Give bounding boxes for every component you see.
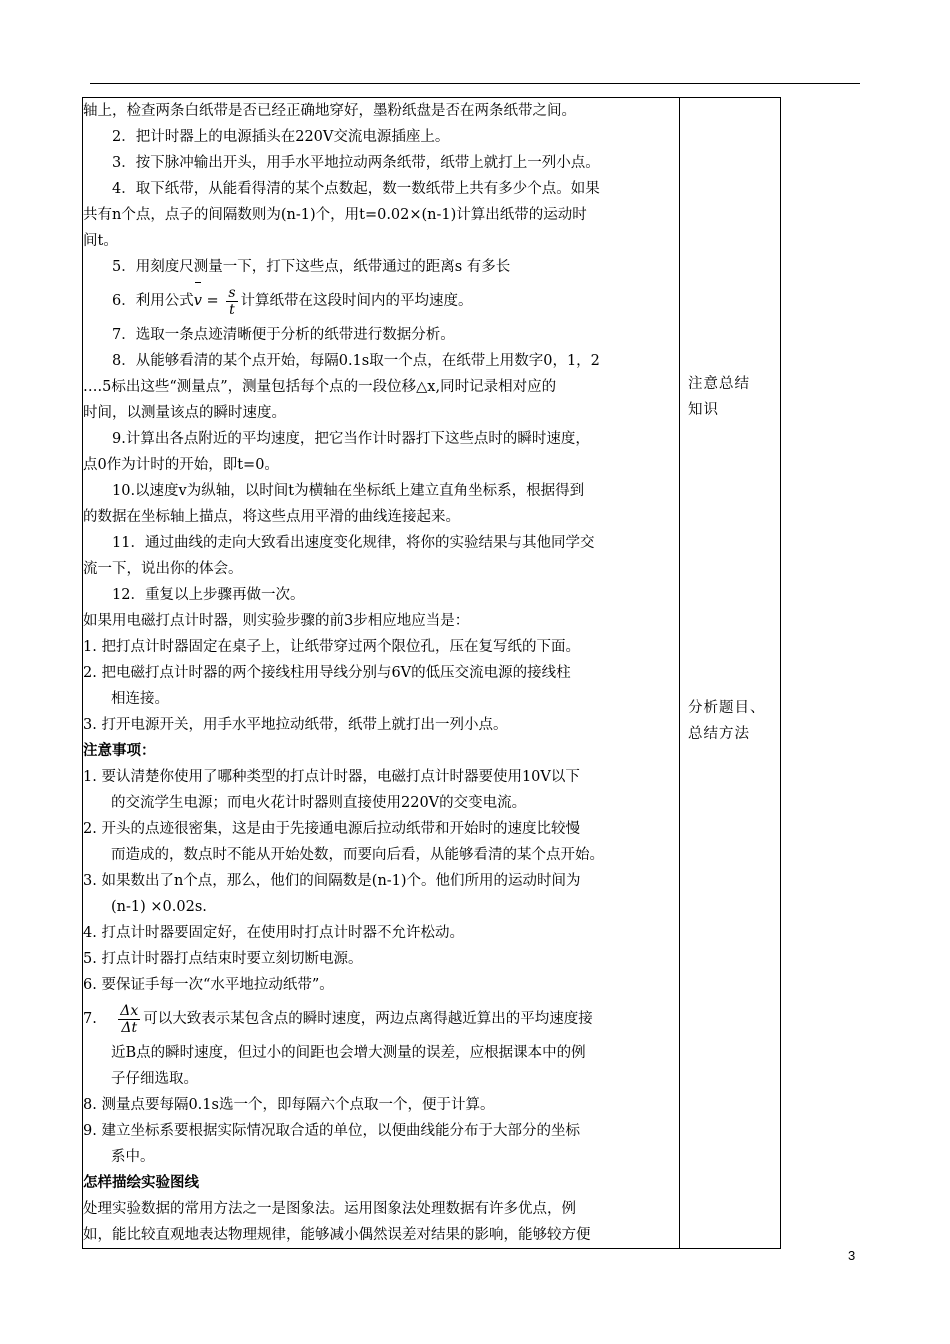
fraction-denominator: t bbox=[229, 301, 235, 318]
text-line: 怎样描绘实验图线 bbox=[83, 1175, 199, 1191]
text-line: 2. 开头的点迹很密集，这是由于先接通电源后拉动纸带和开始时的速度比较慢 bbox=[83, 821, 580, 837]
text-line: 11．通过曲线的走向大致看出速度变化规律，将你的实验结果与其他同学交 bbox=[112, 535, 595, 551]
formula2-suffix: 可以大致表示某包含点的瞬时速度，两边点离得越近算出的平均速度接 bbox=[143, 1011, 593, 1027]
text-line: 8. 测量点要每隔0.1s选一个，即每隔六个点取一个，便于计算。 bbox=[83, 1097, 495, 1113]
formula-suffix: 计算纸带在这段时间内的平均速度。 bbox=[240, 293, 473, 309]
text-line: 而造成的，数点时不能从开始处数，而要向后看，从能够看清的某个点开始。 bbox=[111, 847, 604, 863]
main-text-cell bbox=[83, 98, 680, 1249]
text-line: 4. 打点计时器要固定好，在使用时打点计时器不允许松动。 bbox=[83, 925, 464, 941]
formula-prefix: 6．利用公式 bbox=[112, 293, 194, 309]
text-line: 6. 要保证手每一次“水平地拉动纸带”。 bbox=[83, 977, 334, 993]
v-bar-symbol: v bbox=[194, 280, 202, 322]
text-line: 4．取下纸带，从能看得清的某个点数起，数一数纸带上共有多少个点。如果 bbox=[112, 181, 600, 197]
header-rule bbox=[90, 83, 860, 84]
side-note-analysis bbox=[688, 695, 778, 747]
text-line: 相连接。 bbox=[111, 691, 169, 707]
text-line: 5. 打点计时器打点结束时要立刻切断电源。 bbox=[83, 951, 363, 967]
formula-line-dx-dt bbox=[83, 998, 679, 1040]
text-line: 的交流学生电源；而电火花计时器则直接使用220V的交变电流。 bbox=[111, 795, 527, 811]
side-notes-cell bbox=[680, 98, 781, 1249]
fraction2-numerator: Δx bbox=[120, 1002, 139, 1019]
text-line: 12．重复以上步骤再做一次。 bbox=[112, 587, 305, 603]
text-line: 的数据在坐标轴上描点，将这些点用平滑的曲线连接起来。 bbox=[83, 509, 460, 525]
text-line: 3. 如果数出了n个点，那么，他们的间隔数是(n-1)个。他们所用的运动时间为 bbox=[83, 873, 581, 889]
fraction-numerator: s bbox=[228, 284, 236, 301]
text-line: 子仔细选取。 bbox=[111, 1071, 198, 1087]
text-line: 5．用刻度尺测量一下，打下这些点，纸带通过的距离s 有多长 bbox=[112, 259, 511, 275]
text-line: 7．选取一条点迹清晰便于分析的纸带进行数据分析。 bbox=[112, 327, 455, 343]
content-table bbox=[82, 97, 781, 1249]
text-line: 10.以速度v为纵轴，以时间t为横轴在坐标纸上建立直角坐标系，根据得到 bbox=[112, 483, 585, 499]
text-line: 注意事项： bbox=[83, 743, 156, 759]
text-line: 近B点的瞬时速度，但过小的间距也会增大测量的误差，应根据课本中的例 bbox=[111, 1045, 586, 1061]
fraction2-denominator: Δt bbox=[121, 1019, 138, 1036]
text-line: 系中。 bbox=[111, 1149, 155, 1165]
fraction-dx-over-dt bbox=[118, 1003, 140, 1036]
text-line: 2. 把电磁打点计时器的两个接线柱用导线分别与6V的低压交流电源的接线柱 bbox=[83, 665, 571, 681]
page-number: 3 bbox=[848, 1248, 856, 1263]
formula-line-average-velocity bbox=[83, 280, 679, 322]
text-line: 如果用电磁打点计时器，则实验步骤的前3步相应地应当是： bbox=[83, 613, 470, 629]
text-line: 1. 要认清楚你使用了哪种类型的打点计时器，电磁打点计时器要使用10V以下 bbox=[83, 769, 580, 785]
text-line: 8．从能够看清的某个点开始，每隔0.1s取一个点，在纸带上用数字0，1，2 bbox=[112, 353, 600, 369]
equals-sign: = bbox=[206, 293, 219, 309]
side-note-1-line-1: 注意总结 bbox=[688, 376, 750, 392]
text-line: (n-1) ×0.02s. bbox=[111, 899, 207, 915]
side-note-2-line-1: 分析题目、 bbox=[688, 700, 766, 716]
text-block-1 bbox=[83, 98, 679, 280]
text-line: 处理实验数据的常用方法之一是图象法。运用图象法处理数据有许多优点，例 bbox=[83, 1201, 576, 1217]
text-line: 点0作为计时的开始，即t=0。 bbox=[83, 457, 279, 473]
text-block-3 bbox=[83, 1040, 679, 1248]
side-note-2-line-2: 总结方法 bbox=[688, 726, 750, 742]
text-line: 共有n个点，点子的间隔数则为(n-1)个，用t=0.02×(n-1)计算出纸带的运动时 bbox=[83, 207, 587, 223]
side-note-1-line-2: 知识 bbox=[688, 402, 719, 418]
text-line: 流一下，说出你的体会。 bbox=[83, 561, 243, 577]
text-line: 时间，以测量该点的瞬时速度。 bbox=[83, 405, 286, 421]
text-line: 9.计算出各点附近的平均速度，把它当作计时器打下这些点时的瞬时速度， bbox=[112, 431, 590, 447]
text-line: 3．按下脉冲输出开头，用手水平地拉动两条纸带，纸带上就打上一列小点。 bbox=[112, 155, 600, 171]
text-line: 如，能比较直观地表达物理规律，能够减小偶然误差对结果的影响，能够较方便 bbox=[83, 1227, 591, 1243]
text-line: 9. 建立坐标系要根据实际情况取合适的单位，以便曲线能分布于大部分的坐标 bbox=[83, 1123, 580, 1139]
text-line: 1. 把打点计时器固定在桌子上，让纸带穿过两个限位孔，压在复写纸的下面。 bbox=[83, 639, 580, 655]
text-block-2 bbox=[83, 322, 679, 998]
text-line: 3. 打开电源开关，用手水平地拉动纸带，纸带上就打出一列小点。 bbox=[83, 717, 508, 733]
text-line: 2．把计时器上的电源插头在220V交流电源插座上。 bbox=[112, 129, 450, 145]
formula2-prefix: 7. bbox=[83, 1011, 97, 1027]
text-line: 轴上，检查两条白纸带是否已经正确地穿好，墨粉纸盘是否在两条纸带之间。 bbox=[83, 103, 576, 119]
text-line: ….5标出这些“测量点”，测量包括每个点的一段位移△x,同时记录相对应的 bbox=[83, 379, 557, 395]
text-line: 间t。 bbox=[83, 233, 118, 249]
fraction-s-over-t bbox=[226, 285, 237, 318]
side-note-summary bbox=[688, 371, 778, 423]
